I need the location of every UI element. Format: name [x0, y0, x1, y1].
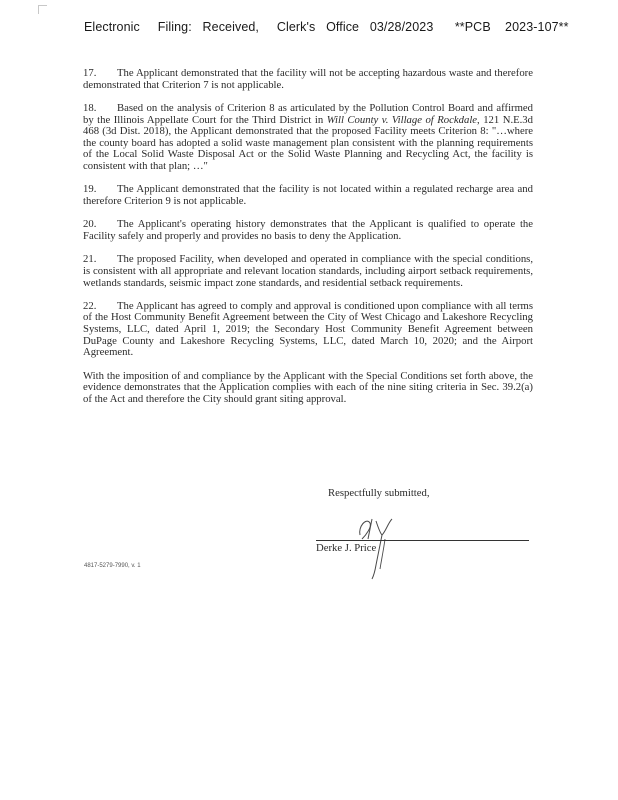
paragraph-text: The Applicant's operating history demonstrates that the Applicant is qualified to operate the Facility safely and properly and provides no basis to deny the Application.	[83, 218, 533, 242]
paragraph-number: 19.	[83, 183, 97, 196]
signoff-text: Respectfully submitted,	[328, 487, 430, 499]
signature-line	[316, 540, 529, 541]
paragraph-text: Based on the analysis of Criterion 8 as articulated by the Pollution Control Board and affirmed by the Illinois Appellate Court for the Third District in	[83, 101, 533, 126]
paragraph-number: 18.	[83, 101, 97, 114]
paragraph-20	[83, 219, 533, 242]
paragraph-22	[83, 301, 533, 359]
paragraph-text: The Applicant has agreed to comply and approval is conditioned upon compliance with all terms of the Host Community Benefit Agreement between the City of West Chicago and Lakeshore Recycling Systems, LLC, dated April 1, 2019; the Secondary Host Community Benefit Agreement between DuPage County and Lakeshore Recycling Systems, LLC, dated March 10, 2020; and the Airport Agreement.	[83, 299, 533, 359]
efiling-header: Electronic Filing: Received, Clerk's Office 03/28/2023 **PCB 2023-107**	[84, 20, 569, 34]
signer-name: Derke J. Price	[316, 542, 377, 554]
case-citation: Will County v. Village of Rockdale	[326, 113, 478, 126]
page-corner-mark	[38, 5, 47, 14]
paragraph-number: 22.	[83, 299, 97, 312]
paragraph-19	[83, 184, 533, 207]
closing-paragraph: With the imposition of and compliance by the Applicant with the Special Conditions set forth above, the evidence demonstrates that the Application complies with each of the nine siting criteria in Sec. 39.2(a) of the Act and therefore the City should grant siting approval.	[83, 369, 533, 405]
document-id: 4817-5279-7990, v. 1	[84, 563, 141, 569]
paragraph-number: 20.	[83, 218, 97, 231]
paragraph-text: The Applicant demonstrated that the facility will not be accepting hazardous waste and therefore demonstrated that Criterion 7 is not applicable.	[83, 67, 533, 91]
paragraph-text-continued: , 121 N.E.3d 468 (3d Dist. 2018), the Applicant demonstrated that the proposed Facility meets Criterion 8: "…where the county board has adopted a solid waste management plan consistent with the planning requirements of the Local Solid Waste Disposal Act or the Solid Waste Planning and Recycling Act, the facility is consistent with that plan; …"	[83, 113, 533, 172]
paragraph-text: The proposed Facility, when developed and operated in compliance with the special conditions, is consistent with all appropriate and relevant location standards, including airport setback requirements, wetlands standards, seismic impact zone standards, and residential setback requirements.	[83, 253, 533, 289]
paragraph-17	[83, 68, 533, 91]
paragraph-number: 21.	[83, 253, 97, 266]
document-body	[83, 68, 533, 417]
paragraph-text: The Applicant demonstrated that the facility is not located within a regulated recharge area and therefore Criterion 9 is not applicable.	[83, 183, 533, 207]
paragraph-21	[83, 254, 533, 289]
paragraph-18	[83, 103, 533, 173]
paragraph-number: 17.	[83, 67, 97, 79]
